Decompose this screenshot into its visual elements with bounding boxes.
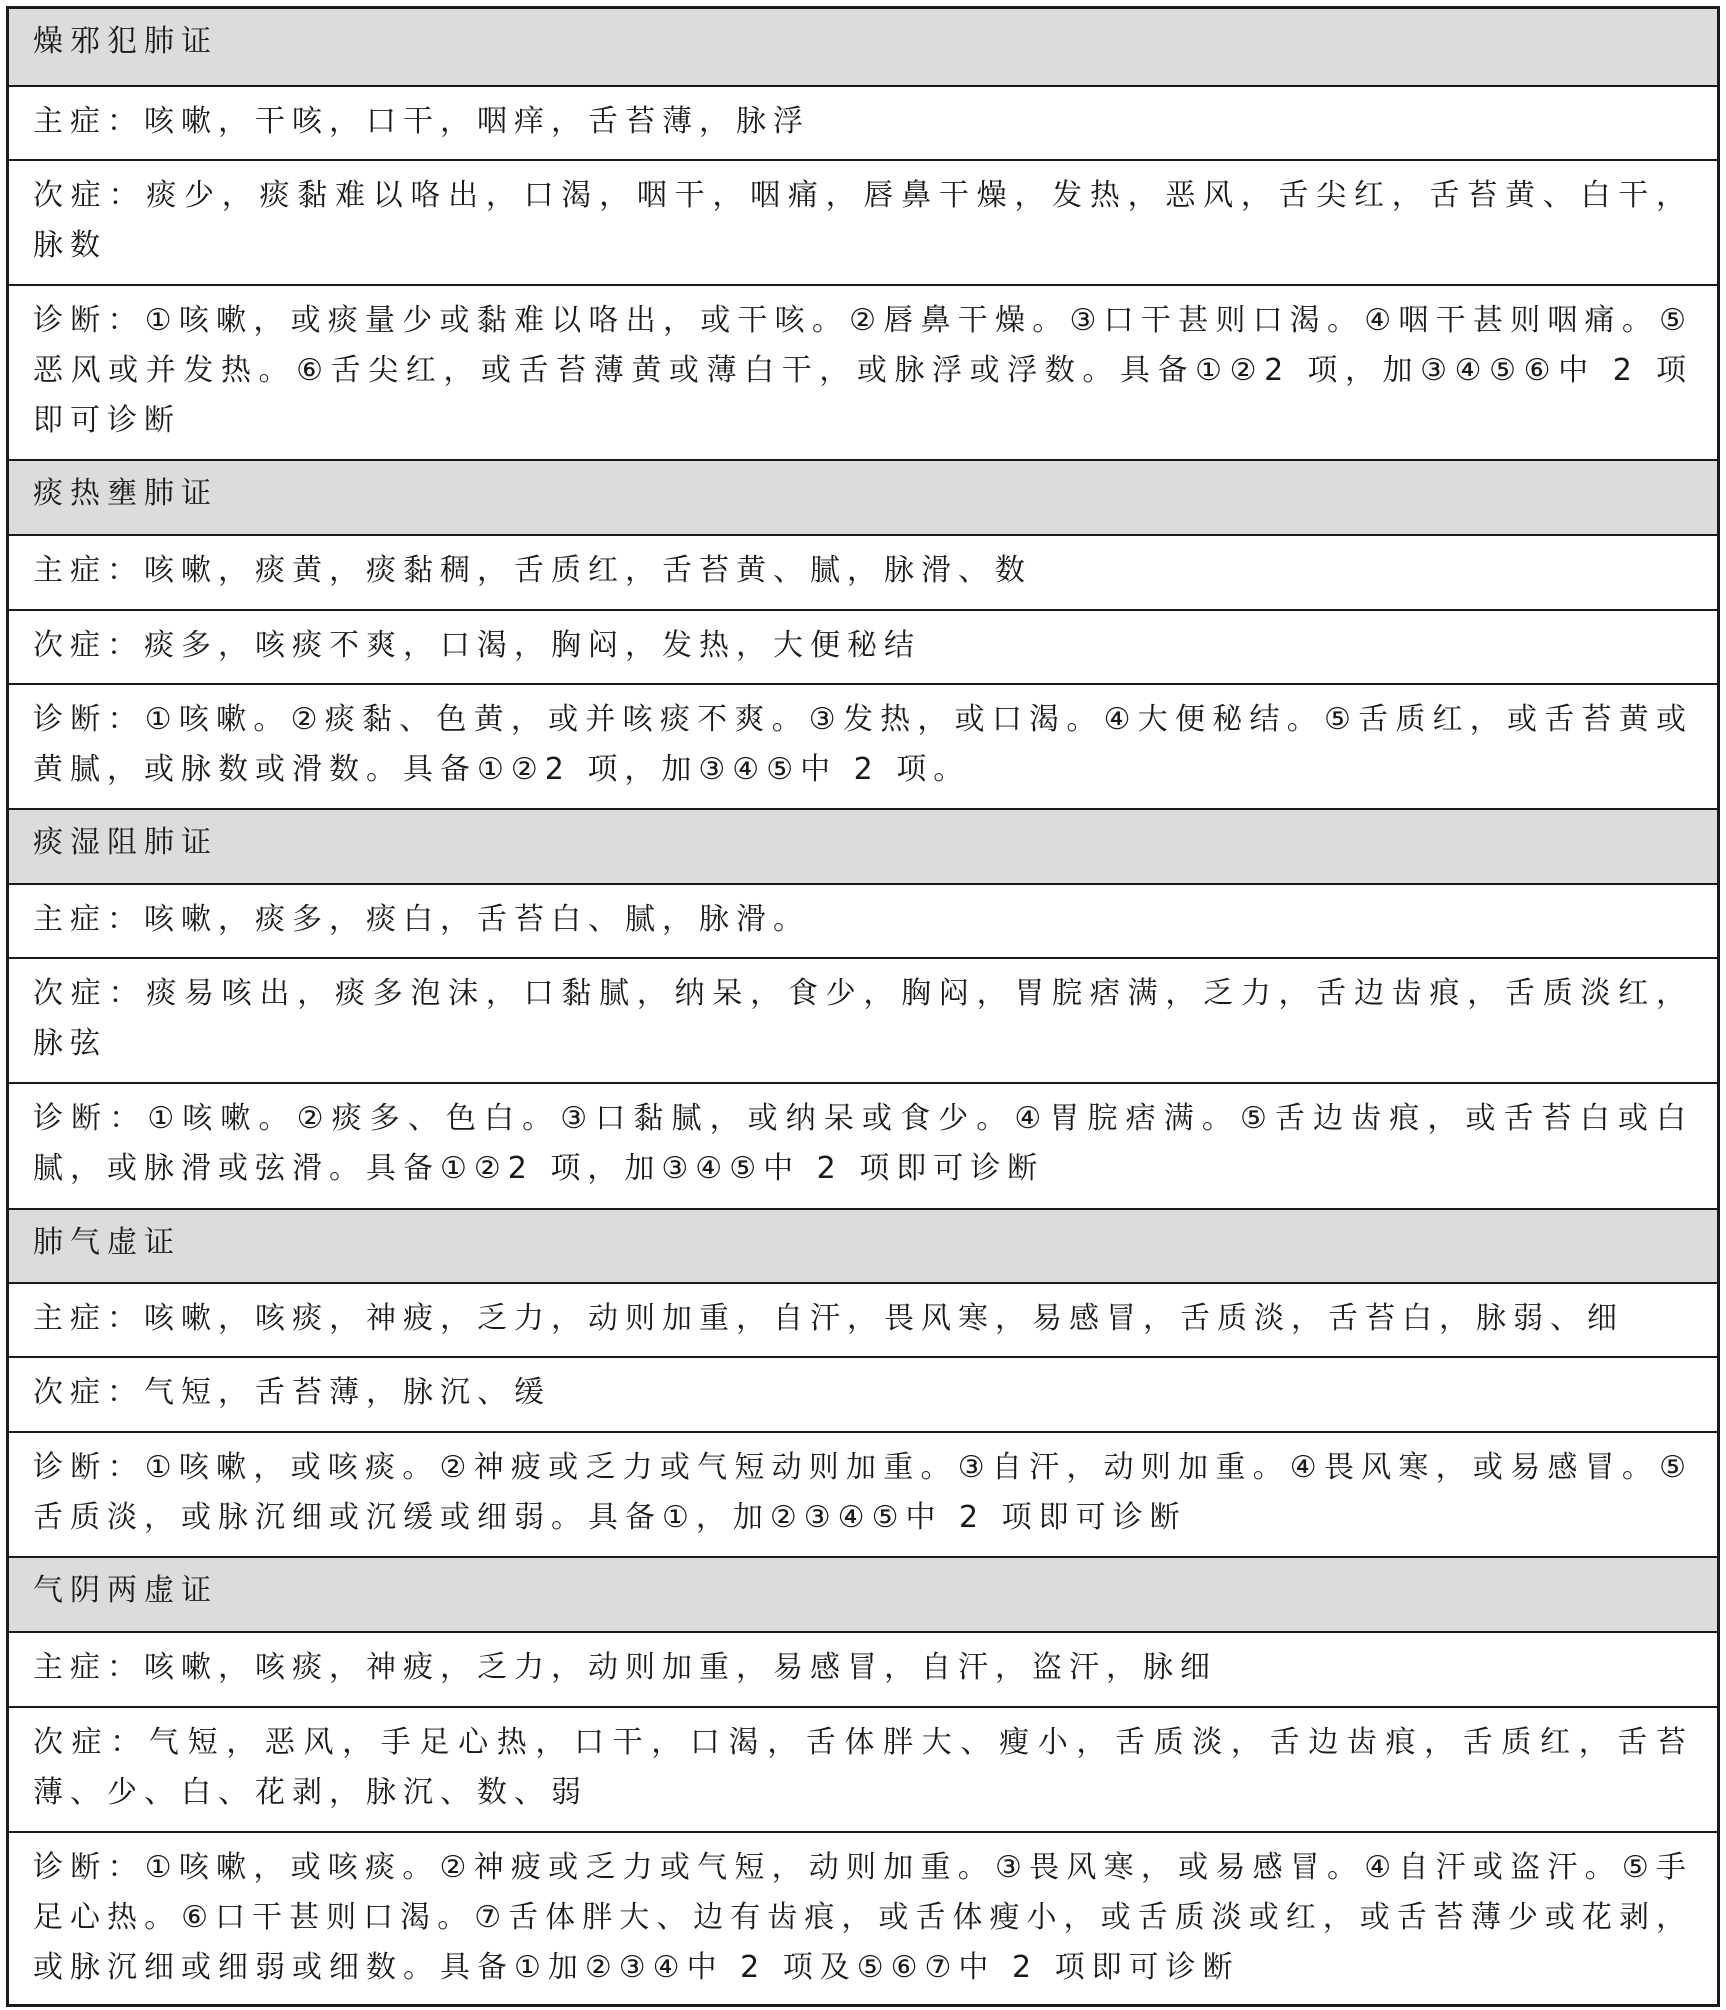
- main-symptoms: 主症：咳嗽，咳痰，神疲，乏力，动则加重，自汗，畏风寒，易感冒，舌质淡，舌苔白，脉弱、细: [9, 1282, 1717, 1356]
- section-title: 燥邪犯肺证: [9, 9, 1717, 85]
- syndrome-table: [6, 6, 1720, 2007]
- main-symptoms: 主症：咳嗽，痰黄，痰黏稠，舌质红，舌苔黄、腻，脉滑、数: [9, 534, 1717, 609]
- diagnosis-criteria: 诊断：①咳嗽。②痰黏、色黄，或并咳痰不爽。③发热，或口渴。④大便秘结。⑤舌质红，或舌苔黄或黄腻，或脉数或滑数。具备①②2 项，加③④⑤中 2 项。: [9, 683, 1717, 808]
- diagnosis-criteria: 诊断：①咳嗽。②痰多、色白。③口黏腻，或纳呆或食少。④胃脘痞满。⑤舌边齿痕，或舌苔白或白腻，或脉滑或弦滑。具备①②2 项，加③④⑤中 2 项即可诊断: [9, 1082, 1717, 1208]
- section-title: 痰热壅肺证: [9, 459, 1717, 534]
- secondary-symptoms: 次症：气短，舌苔薄，脉沉、缓: [9, 1356, 1717, 1431]
- secondary-symptoms: 次症：痰少，痰黏难以咯出，口渴，咽干，咽痛，唇鼻干燥，发热，恶风，舌尖红，舌苔黄、白干，脉数: [9, 159, 1717, 284]
- secondary-symptoms: 次症：气短，恶风，手足心热，口干，口渴，舌体胖大、瘦小，舌质淡，舌边齿痕，舌质红，舌苔薄、少、白、花剥，脉沉、数、弱: [9, 1706, 1717, 1831]
- section-title: 肺气虚证: [9, 1208, 1717, 1282]
- section-title: 痰湿阻肺证: [9, 808, 1717, 883]
- main-symptoms: 主症：咳嗽，痰多，痰白，舌苔白、腻，脉滑。: [9, 883, 1717, 957]
- main-symptoms: 主症：咳嗽，咳痰，神疲，乏力，动则加重，易感冒，自汗，盗汗，脉细: [9, 1631, 1717, 1706]
- secondary-symptoms: 次症：痰多，咳痰不爽，口渴，胸闷，发热，大便秘结: [9, 609, 1717, 683]
- diagnosis-criteria: 诊断：①咳嗽，或咳痰。②神疲或乏力或气短动则加重。③自汗，动则加重。④畏风寒，或易感冒。⑤舌质淡，或脉沉细或沉缓或细弱。具备①，加②③④⑤中 2 项即可诊断: [9, 1431, 1717, 1556]
- diagnosis-criteria: 诊断：①咳嗽，或咳痰。②神疲或乏力或气短，动则加重。③畏风寒，或易感冒。④自汗或盗汗。⑤手足心热。⑥口干甚则口渴。⑦舌体胖大、边有齿痕，或舌体瘦小，或舌质淡或红，或舌苔薄少或花剥，或脉沉细或细弱或细数。具备①加②③④中 2 项及⑤⑥⑦中 2 项即可诊断: [9, 1831, 1717, 2004]
- secondary-symptoms: 次症：痰易咳出，痰多泡沫，口黏腻，纳呆，食少，胸闷，胃脘痞满，乏力，舌边齿痕，舌质淡红，脉弦: [9, 957, 1717, 1082]
- diagnosis-criteria: 诊断：①咳嗽，或痰量少或黏难以咯出，或干咳。②唇鼻干燥。③口干甚则口渴。④咽干甚则咽痛。⑤恶风或并发热。⑥舌尖红，或舌苔薄黄或薄白干，或脉浮或浮数。具备①②2 项，加③④⑤⑥中 2 项即可诊断: [9, 284, 1717, 459]
- main-symptoms: 主症：咳嗽，干咳，口干，咽痒，舌苔薄，脉浮: [9, 85, 1717, 159]
- section-title: 气阴两虚证: [9, 1556, 1717, 1631]
